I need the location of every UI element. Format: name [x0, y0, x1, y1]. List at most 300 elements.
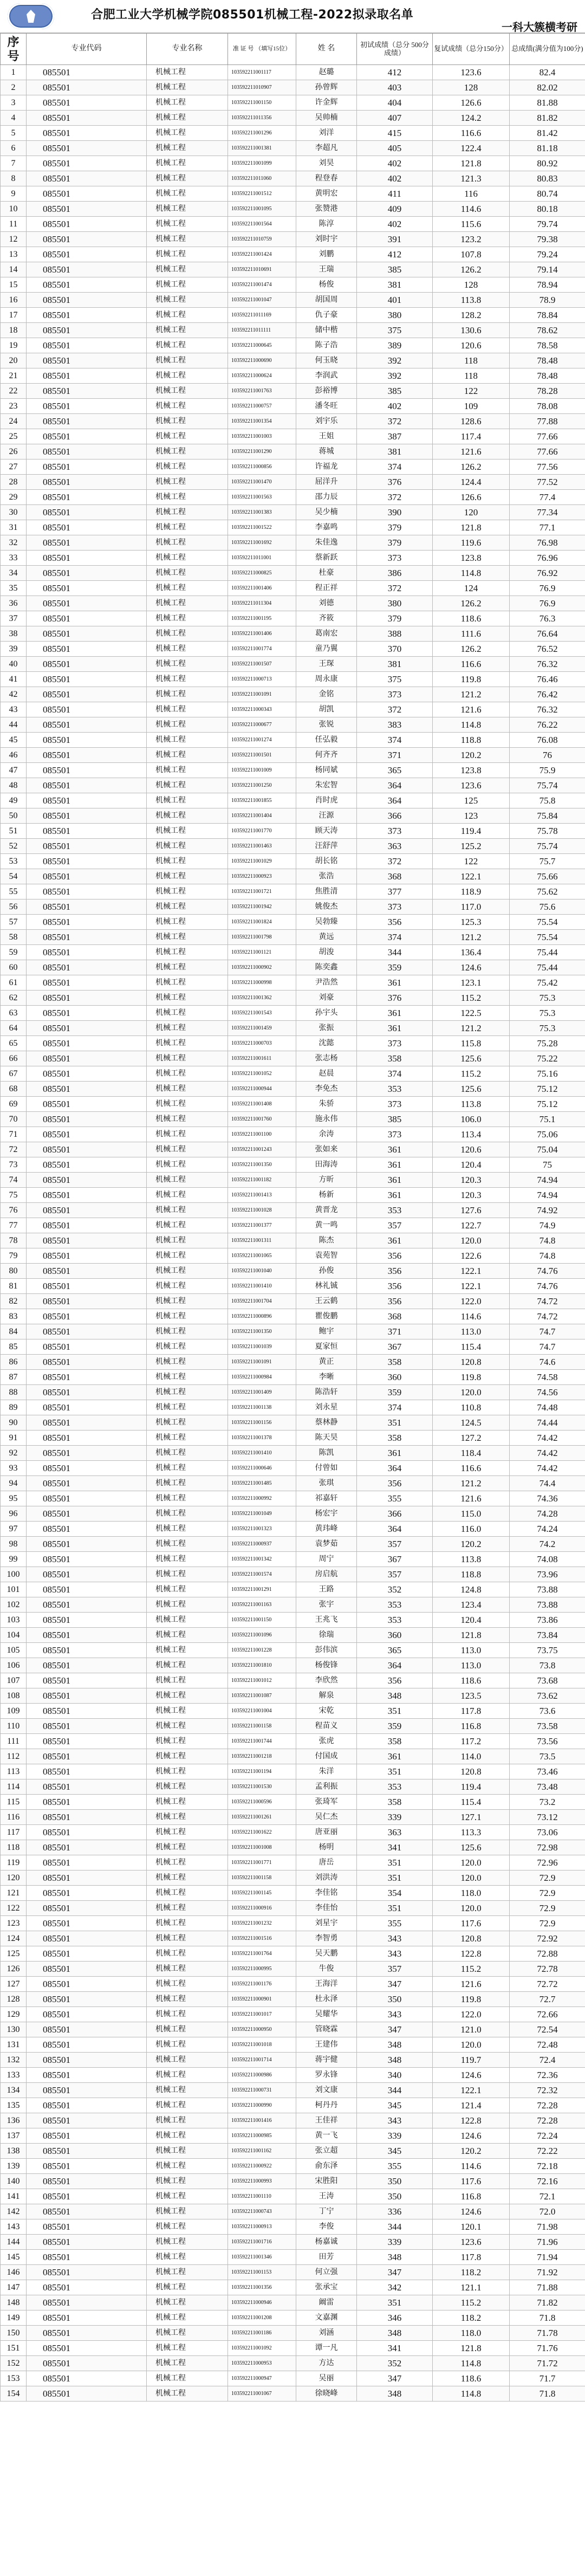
cell-major-name: 机械工程 — [147, 1946, 228, 1962]
cell-major-code: 085501 — [27, 293, 147, 308]
cell-retest-score: 115.0 — [433, 1506, 510, 1522]
cell-exam-id: 103592211001096 — [228, 1628, 296, 1643]
cell-total-score: 74.4 — [510, 1476, 585, 1491]
cell-major-code: 085501 — [27, 232, 147, 247]
cell-seq: 85 — [1, 1339, 27, 1355]
cell-initial-score: 345 — [357, 2144, 433, 2159]
cell-exam-id: 103592211000343 — [228, 702, 296, 717]
cell-person-name: 仇子豪 — [296, 308, 357, 323]
cell-exam-id: 103592211001413 — [228, 1188, 296, 1203]
cell-person-name: 祁嘉轩 — [296, 1491, 357, 1506]
cell-exam-id: 103592211001824 — [228, 915, 296, 930]
cell-person-name: 任弘毅 — [296, 733, 357, 748]
cell-exam-id: 103592211001067 — [228, 2386, 296, 2402]
cell-seq: 92 — [1, 1446, 27, 1461]
cell-person-name: 潘冬旺 — [296, 399, 357, 414]
cell-person-name: 张如来 — [296, 1142, 357, 1157]
cell-major-name: 机械工程 — [147, 2265, 228, 2280]
cell-major-name: 机械工程 — [147, 368, 228, 384]
cell-retest-score: 122.0 — [433, 1294, 510, 1309]
cell-major-name: 机械工程 — [147, 1658, 228, 1673]
cell-retest-score: 124.5 — [433, 1415, 510, 1431]
cell-major-code: 085501 — [27, 1324, 147, 1339]
cell-seq: 145 — [1, 2250, 27, 2265]
cell-initial-score: 385 — [357, 1112, 433, 1127]
cell-total-score: 75.44 — [510, 960, 585, 975]
cell-major-name: 机械工程 — [147, 733, 228, 748]
cell-person-name: 王建伟 — [296, 2037, 357, 2053]
cell-seq: 19 — [1, 338, 27, 353]
cell-exam-id: 103592211001622 — [228, 1825, 296, 1840]
cell-person-name: 胡国周 — [296, 293, 357, 308]
table-row — [1, 1385, 585, 1400]
cell-person-name: 焦胜清 — [296, 884, 357, 899]
table-row — [1, 1324, 585, 1339]
cell-retest-score: 116.6 — [433, 1461, 510, 1476]
col-header-retest-score: 复试成绩（总分150分） — [433, 34, 510, 65]
cell-retest-score: 121.2 — [433, 687, 510, 702]
table-row — [1, 793, 585, 808]
cell-retest-score: 116.8 — [433, 2189, 510, 2204]
cell-exam-id: 103592211000690 — [228, 353, 296, 368]
cell-total-score: 74.94 — [510, 1173, 585, 1188]
cell-initial-score: 371 — [357, 1324, 433, 1339]
table-row — [1, 535, 585, 551]
cell-retest-score: 120.4 — [433, 1157, 510, 1173]
cell-exam-id: 103592211000923 — [228, 869, 296, 884]
cell-seq: 97 — [1, 1522, 27, 1537]
cell-seq: 23 — [1, 399, 27, 414]
cell-major-name: 机械工程 — [147, 1795, 228, 1810]
cell-major-name: 机械工程 — [147, 2144, 228, 2159]
cell-total-score: 71.88 — [510, 2280, 585, 2295]
table-row — [1, 1188, 585, 1203]
cell-seq: 120 — [1, 1870, 27, 1886]
cell-exam-id: 103592211011304 — [228, 596, 296, 611]
cell-major-name: 机械工程 — [147, 2250, 228, 2265]
cell-seq: 103 — [1, 1613, 27, 1628]
cell-seq: 53 — [1, 854, 27, 869]
cell-retest-score: 120.0 — [433, 1870, 510, 1886]
cell-total-score: 75.84 — [510, 808, 585, 824]
cell-exam-id: 103592211001065 — [228, 1248, 296, 1264]
table-row — [1, 368, 585, 384]
cell-exam-id: 103592211001744 — [228, 1734, 296, 1749]
cell-exam-id: 103592211001704 — [228, 1294, 296, 1309]
cell-person-name: 黄一飞 — [296, 2128, 357, 2144]
cell-seq: 59 — [1, 945, 27, 960]
table-row — [1, 399, 585, 414]
cell-major-code: 085501 — [27, 2098, 147, 2113]
cell-seq: 12 — [1, 232, 27, 247]
table-row — [1, 1082, 585, 1097]
cell-initial-score: 348 — [357, 2053, 433, 2068]
cell-seq: 18 — [1, 323, 27, 338]
table-row — [1, 186, 585, 202]
table-row — [1, 991, 585, 1006]
table-row — [1, 2386, 585, 2402]
cell-person-name: 葛南宏 — [296, 626, 357, 642]
cell-total-score: 75.06 — [510, 1127, 585, 1142]
cell-seq: 1 — [1, 65, 27, 80]
cell-person-name: 杜永泽 — [296, 1992, 357, 2007]
cell-initial-score: 402 — [357, 156, 433, 171]
cell-initial-score: 358 — [357, 1051, 433, 1066]
cell-initial-score: 343 — [357, 1931, 433, 1946]
table-row — [1, 414, 585, 429]
cell-exam-id: 103592211000757 — [228, 399, 296, 414]
table-row — [1, 202, 585, 217]
cell-exam-id: 103592211001208 — [228, 2310, 296, 2326]
cell-retest-score: 123.8 — [433, 551, 510, 566]
cell-retest-score: 125.3 — [433, 915, 510, 930]
cell-person-name: 李俊 — [296, 2219, 357, 2235]
cell-major-code: 085501 — [27, 1506, 147, 1522]
table-row — [1, 899, 585, 915]
cell-person-name: 赵璐 — [296, 65, 357, 80]
cell-initial-score: 375 — [357, 323, 433, 338]
cell-major-code: 085501 — [27, 915, 147, 930]
cell-seq: 70 — [1, 1112, 27, 1127]
cell-major-code: 085501 — [27, 368, 147, 384]
cell-person-name: 刘洪涛 — [296, 1870, 357, 1886]
cell-retest-score: 126.6 — [433, 95, 510, 111]
cell-person-name: 杨同斌 — [296, 763, 357, 778]
cell-retest-score: 115.2 — [433, 1962, 510, 1977]
cell-exam-id: 103592211001047 — [228, 293, 296, 308]
cell-total-score: 73.12 — [510, 1810, 585, 1825]
cell-major-name: 机械工程 — [147, 1779, 228, 1795]
cell-total-score: 75.44 — [510, 945, 585, 960]
cell-total-score: 71.8 — [510, 2386, 585, 2402]
cell-exam-id: 103592211001942 — [228, 899, 296, 915]
cell-seq: 26 — [1, 444, 27, 459]
cell-major-code: 085501 — [27, 1946, 147, 1962]
table-row — [1, 1916, 585, 1931]
cell-total-score: 74.6 — [510, 1355, 585, 1370]
cell-person-name: 李免杰 — [296, 1082, 357, 1097]
table-row — [1, 763, 585, 778]
cell-major-name: 机械工程 — [147, 429, 228, 444]
cell-initial-score: 385 — [357, 384, 433, 399]
cell-exam-id: 103592211000992 — [228, 1491, 296, 1506]
cell-person-name: 丁宁 — [296, 2204, 357, 2219]
table-row — [1, 869, 585, 884]
cell-person-name: 罗永锋 — [296, 2068, 357, 2083]
cell-retest-score: 125.6 — [433, 1840, 510, 1855]
cell-person-name: 黄远 — [296, 930, 357, 945]
cell-seq: 131 — [1, 2037, 27, 2053]
cell-retest-score: 121.0 — [433, 2022, 510, 2037]
cell-major-code: 085501 — [27, 733, 147, 748]
cell-major-name: 机械工程 — [147, 566, 228, 581]
cell-retest-score: 120.4 — [433, 1613, 510, 1628]
cell-major-code: 085501 — [27, 2189, 147, 2204]
cell-exam-id: 103592211001543 — [228, 1006, 296, 1021]
cell-major-name: 机械工程 — [147, 854, 228, 869]
cell-major-name: 机械工程 — [147, 2174, 228, 2189]
cell-initial-score: 347 — [357, 2371, 433, 2386]
cell-major-name: 机械工程 — [147, 247, 228, 262]
cell-total-score: 72.66 — [510, 2007, 585, 2022]
cell-retest-score: 126.6 — [433, 490, 510, 505]
cell-major-name: 机械工程 — [147, 308, 228, 323]
cell-seq: 138 — [1, 2144, 27, 2159]
cell-exam-id: 103592211001507 — [228, 657, 296, 672]
cell-total-score: 78.48 — [510, 368, 585, 384]
cell-seq: 45 — [1, 733, 27, 748]
cell-total-score: 73.75 — [510, 1643, 585, 1658]
cell-exam-id: 103592211000677 — [228, 717, 296, 733]
cell-person-name: 张赞港 — [296, 202, 357, 217]
table-row — [1, 1688, 585, 1704]
cell-major-name: 机械工程 — [147, 717, 228, 733]
cell-seq: 34 — [1, 566, 27, 581]
cell-initial-score: 348 — [357, 1688, 433, 1704]
table-row — [1, 338, 585, 353]
cell-person-name: 李润武 — [296, 368, 357, 384]
cell-seq: 32 — [1, 535, 27, 551]
table-row — [1, 1567, 585, 1582]
col-header-person-name: 姓 名 — [296, 34, 357, 65]
cell-major-name: 机械工程 — [147, 1673, 228, 1688]
cell-total-score: 71.76 — [510, 2341, 585, 2356]
cell-major-code: 085501 — [27, 429, 147, 444]
cell-initial-score: 370 — [357, 642, 433, 657]
cell-total-score: 71.78 — [510, 2326, 585, 2341]
cell-retest-score: 136.4 — [433, 945, 510, 960]
cell-major-code: 085501 — [27, 2037, 147, 2053]
cell-initial-score: 361 — [357, 1142, 433, 1157]
cell-person-name: 宋胜阳 — [296, 2174, 357, 2189]
table-row — [1, 657, 585, 672]
cell-retest-score: 120.3 — [433, 1188, 510, 1203]
cell-major-code: 085501 — [27, 1248, 147, 1264]
table-row — [1, 2083, 585, 2098]
cell-initial-score: 360 — [357, 1628, 433, 1643]
cell-retest-score: 125.6 — [433, 1082, 510, 1097]
cell-exam-id: 103592211010691 — [228, 262, 296, 277]
cell-person-name: 解泉 — [296, 1688, 357, 1704]
cell-major-code: 085501 — [27, 520, 147, 535]
cell-major-name: 机械工程 — [147, 156, 228, 171]
cell-person-name: 柯丹丹 — [296, 2098, 357, 2113]
cell-major-name: 机械工程 — [147, 1734, 228, 1749]
table-row — [1, 1461, 585, 1476]
cell-person-name: 阚雷 — [296, 2295, 357, 2310]
cell-seq: 46 — [1, 748, 27, 763]
cell-exam-id: 103592211010759 — [228, 232, 296, 247]
table-row — [1, 672, 585, 687]
cell-major-name: 机械工程 — [147, 1294, 228, 1309]
cell-major-name: 机械工程 — [147, 1324, 228, 1339]
table-row — [1, 490, 585, 505]
cell-major-code: 085501 — [27, 414, 147, 429]
cell-major-name: 机械工程 — [147, 353, 228, 368]
cell-major-name: 机械工程 — [147, 1400, 228, 1415]
cell-total-score: 76.32 — [510, 702, 585, 717]
cell-seq: 142 — [1, 2204, 27, 2219]
cell-major-code: 085501 — [27, 2310, 147, 2326]
cell-major-code: 085501 — [27, 808, 147, 824]
cell-exam-id: 103592211001195 — [228, 611, 296, 626]
cell-initial-score: 356 — [357, 1294, 433, 1309]
cell-person-name: 赵晨 — [296, 1066, 357, 1082]
cell-major-name: 机械工程 — [147, 1355, 228, 1370]
cell-person-name: 田芳 — [296, 2250, 357, 2265]
cell-major-code: 085501 — [27, 2265, 147, 2280]
table-row — [1, 1233, 585, 1248]
cell-total-score: 77.4 — [510, 490, 585, 505]
cell-major-code: 085501 — [27, 1036, 147, 1051]
cell-person-name: 孙曾辉 — [296, 80, 357, 95]
cell-retest-score: 119.7 — [433, 2053, 510, 2068]
cell-retest-score: 116.8 — [433, 1719, 510, 1734]
table-header-row — [1, 34, 585, 65]
table-row — [1, 2037, 585, 2053]
cell-retest-score: 117.4 — [433, 429, 510, 444]
cell-retest-score: 120.0 — [433, 1233, 510, 1248]
cell-exam-id: 103592211000953 — [228, 2356, 296, 2371]
table-row — [1, 2204, 585, 2219]
cell-initial-score: 365 — [357, 763, 433, 778]
cell-initial-score: 359 — [357, 1385, 433, 1400]
cell-retest-score: 123.6 — [433, 778, 510, 793]
cell-major-name: 机械工程 — [147, 626, 228, 642]
cell-initial-score: 357 — [357, 1537, 433, 1552]
cell-exam-id: 103592211000703 — [228, 1036, 296, 1051]
cell-exam-id: 103592211001771 — [228, 1855, 296, 1870]
cell-major-name: 机械工程 — [147, 1810, 228, 1825]
cell-person-name: 彭裕博 — [296, 384, 357, 399]
table-row — [1, 2265, 585, 2280]
cell-seq: 61 — [1, 975, 27, 991]
cell-retest-score: 116 — [433, 186, 510, 202]
cell-initial-score: 343 — [357, 2113, 433, 2128]
cell-major-name: 机械工程 — [147, 1127, 228, 1142]
table-row — [1, 2310, 585, 2326]
table-row — [1, 1886, 585, 1901]
cell-initial-score: 341 — [357, 1840, 433, 1855]
cell-total-score: 74.8 — [510, 1233, 585, 1248]
cell-initial-score: 343 — [357, 2007, 433, 2022]
cell-person-name: 张志杨 — [296, 1051, 357, 1066]
cell-person-name: 胡长铭 — [296, 854, 357, 869]
cell-retest-score: 118.6 — [433, 611, 510, 626]
cell-retest-score: 126.2 — [433, 262, 510, 277]
cell-major-name: 机械工程 — [147, 748, 228, 763]
cell-major-name: 机械工程 — [147, 80, 228, 95]
cell-exam-id: 103592211001162 — [228, 2144, 296, 2159]
cell-total-score: 75.3 — [510, 1006, 585, 1021]
cell-retest-score: 120.2 — [433, 1537, 510, 1552]
cell-total-score: 74.24 — [510, 1522, 585, 1537]
cell-major-name: 机械工程 — [147, 899, 228, 915]
cell-total-score: 80.74 — [510, 186, 585, 202]
cell-seq: 39 — [1, 642, 27, 657]
cell-exam-id: 103592211001145 — [228, 1886, 296, 1901]
cell-retest-score: 126.2 — [433, 459, 510, 475]
cell-seq: 71 — [1, 1127, 27, 1142]
cell-person-name: 张琦军 — [296, 1795, 357, 1810]
cell-major-code: 085501 — [27, 126, 147, 141]
cell-exam-id: 103592211000825 — [228, 566, 296, 581]
table-row — [1, 384, 585, 399]
cell-major-name: 机械工程 — [147, 702, 228, 717]
cell-person-name: 袁梦茹 — [296, 1537, 357, 1552]
cell-retest-score: 126.2 — [433, 596, 510, 611]
cell-initial-score: 351 — [357, 1764, 433, 1779]
cell-initial-score: 373 — [357, 687, 433, 702]
table-row — [1, 156, 585, 171]
cell-initial-score: 348 — [357, 2250, 433, 2265]
table-row — [1, 1142, 585, 1157]
cell-major-code: 085501 — [27, 338, 147, 353]
cell-major-name: 机械工程 — [147, 323, 228, 338]
cell-exam-id: 103592211001091 — [228, 687, 296, 702]
cell-major-code: 085501 — [27, 1157, 147, 1173]
cell-major-code: 085501 — [27, 1264, 147, 1279]
cell-seq: 57 — [1, 915, 27, 930]
cell-seq: 66 — [1, 1051, 27, 1066]
cell-seq: 112 — [1, 1749, 27, 1764]
cell-seq: 134 — [1, 2083, 27, 2098]
cell-person-name: 吴丽 — [296, 2371, 357, 2386]
cell-major-code: 085501 — [27, 2174, 147, 2189]
cell-seq: 150 — [1, 2326, 27, 2341]
table-row — [1, 277, 585, 293]
cell-person-name: 鲍宇 — [296, 1324, 357, 1339]
cell-retest-score: 123.6 — [433, 65, 510, 80]
cell-person-name: 张宇 — [296, 1597, 357, 1613]
cell-exam-id: 103592211001163 — [228, 1597, 296, 1613]
cell-major-name: 机械工程 — [147, 2341, 228, 2356]
cell-initial-score: 372 — [357, 702, 433, 717]
cell-initial-score: 347 — [357, 1977, 433, 1992]
cell-seq: 148 — [1, 2295, 27, 2310]
cell-major-name: 机械工程 — [147, 2053, 228, 2068]
cell-total-score: 71.96 — [510, 2235, 585, 2250]
cell-seq: 78 — [1, 1233, 27, 1248]
cell-exam-id: 103592211000713 — [228, 672, 296, 687]
cell-exam-id: 103592211011111 — [228, 323, 296, 338]
cell-retest-score: 117.8 — [433, 2250, 510, 2265]
cell-seq: 20 — [1, 353, 27, 368]
cell-major-code: 085501 — [27, 202, 147, 217]
cell-exam-id: 103592211001530 — [228, 1779, 296, 1795]
cell-seq: 27 — [1, 459, 27, 475]
cell-initial-score: 354 — [357, 1886, 433, 1901]
table-row — [1, 1779, 585, 1795]
cell-total-score: 78.08 — [510, 399, 585, 414]
cell-major-name: 机械工程 — [147, 1916, 228, 1931]
cell-retest-score: 115.4 — [433, 1795, 510, 1810]
cell-seq: 115 — [1, 1795, 27, 1810]
cell-person-name: 黄晋龙 — [296, 1203, 357, 1218]
cell-person-name: 刘永星 — [296, 1400, 357, 1415]
cell-major-name: 机械工程 — [147, 1173, 228, 1188]
cell-initial-score: 379 — [357, 611, 433, 626]
cell-person-name: 朱宏智 — [296, 778, 357, 793]
cell-seq: 11 — [1, 217, 27, 232]
cell-initial-score: 339 — [357, 2235, 433, 2250]
cell-total-score: 73.88 — [510, 1582, 585, 1597]
cell-seq: 91 — [1, 1431, 27, 1446]
table-row — [1, 1992, 585, 2007]
table-row — [1, 2068, 585, 2083]
cell-major-name: 机械工程 — [147, 1522, 228, 1537]
cell-seq: 127 — [1, 1977, 27, 1992]
